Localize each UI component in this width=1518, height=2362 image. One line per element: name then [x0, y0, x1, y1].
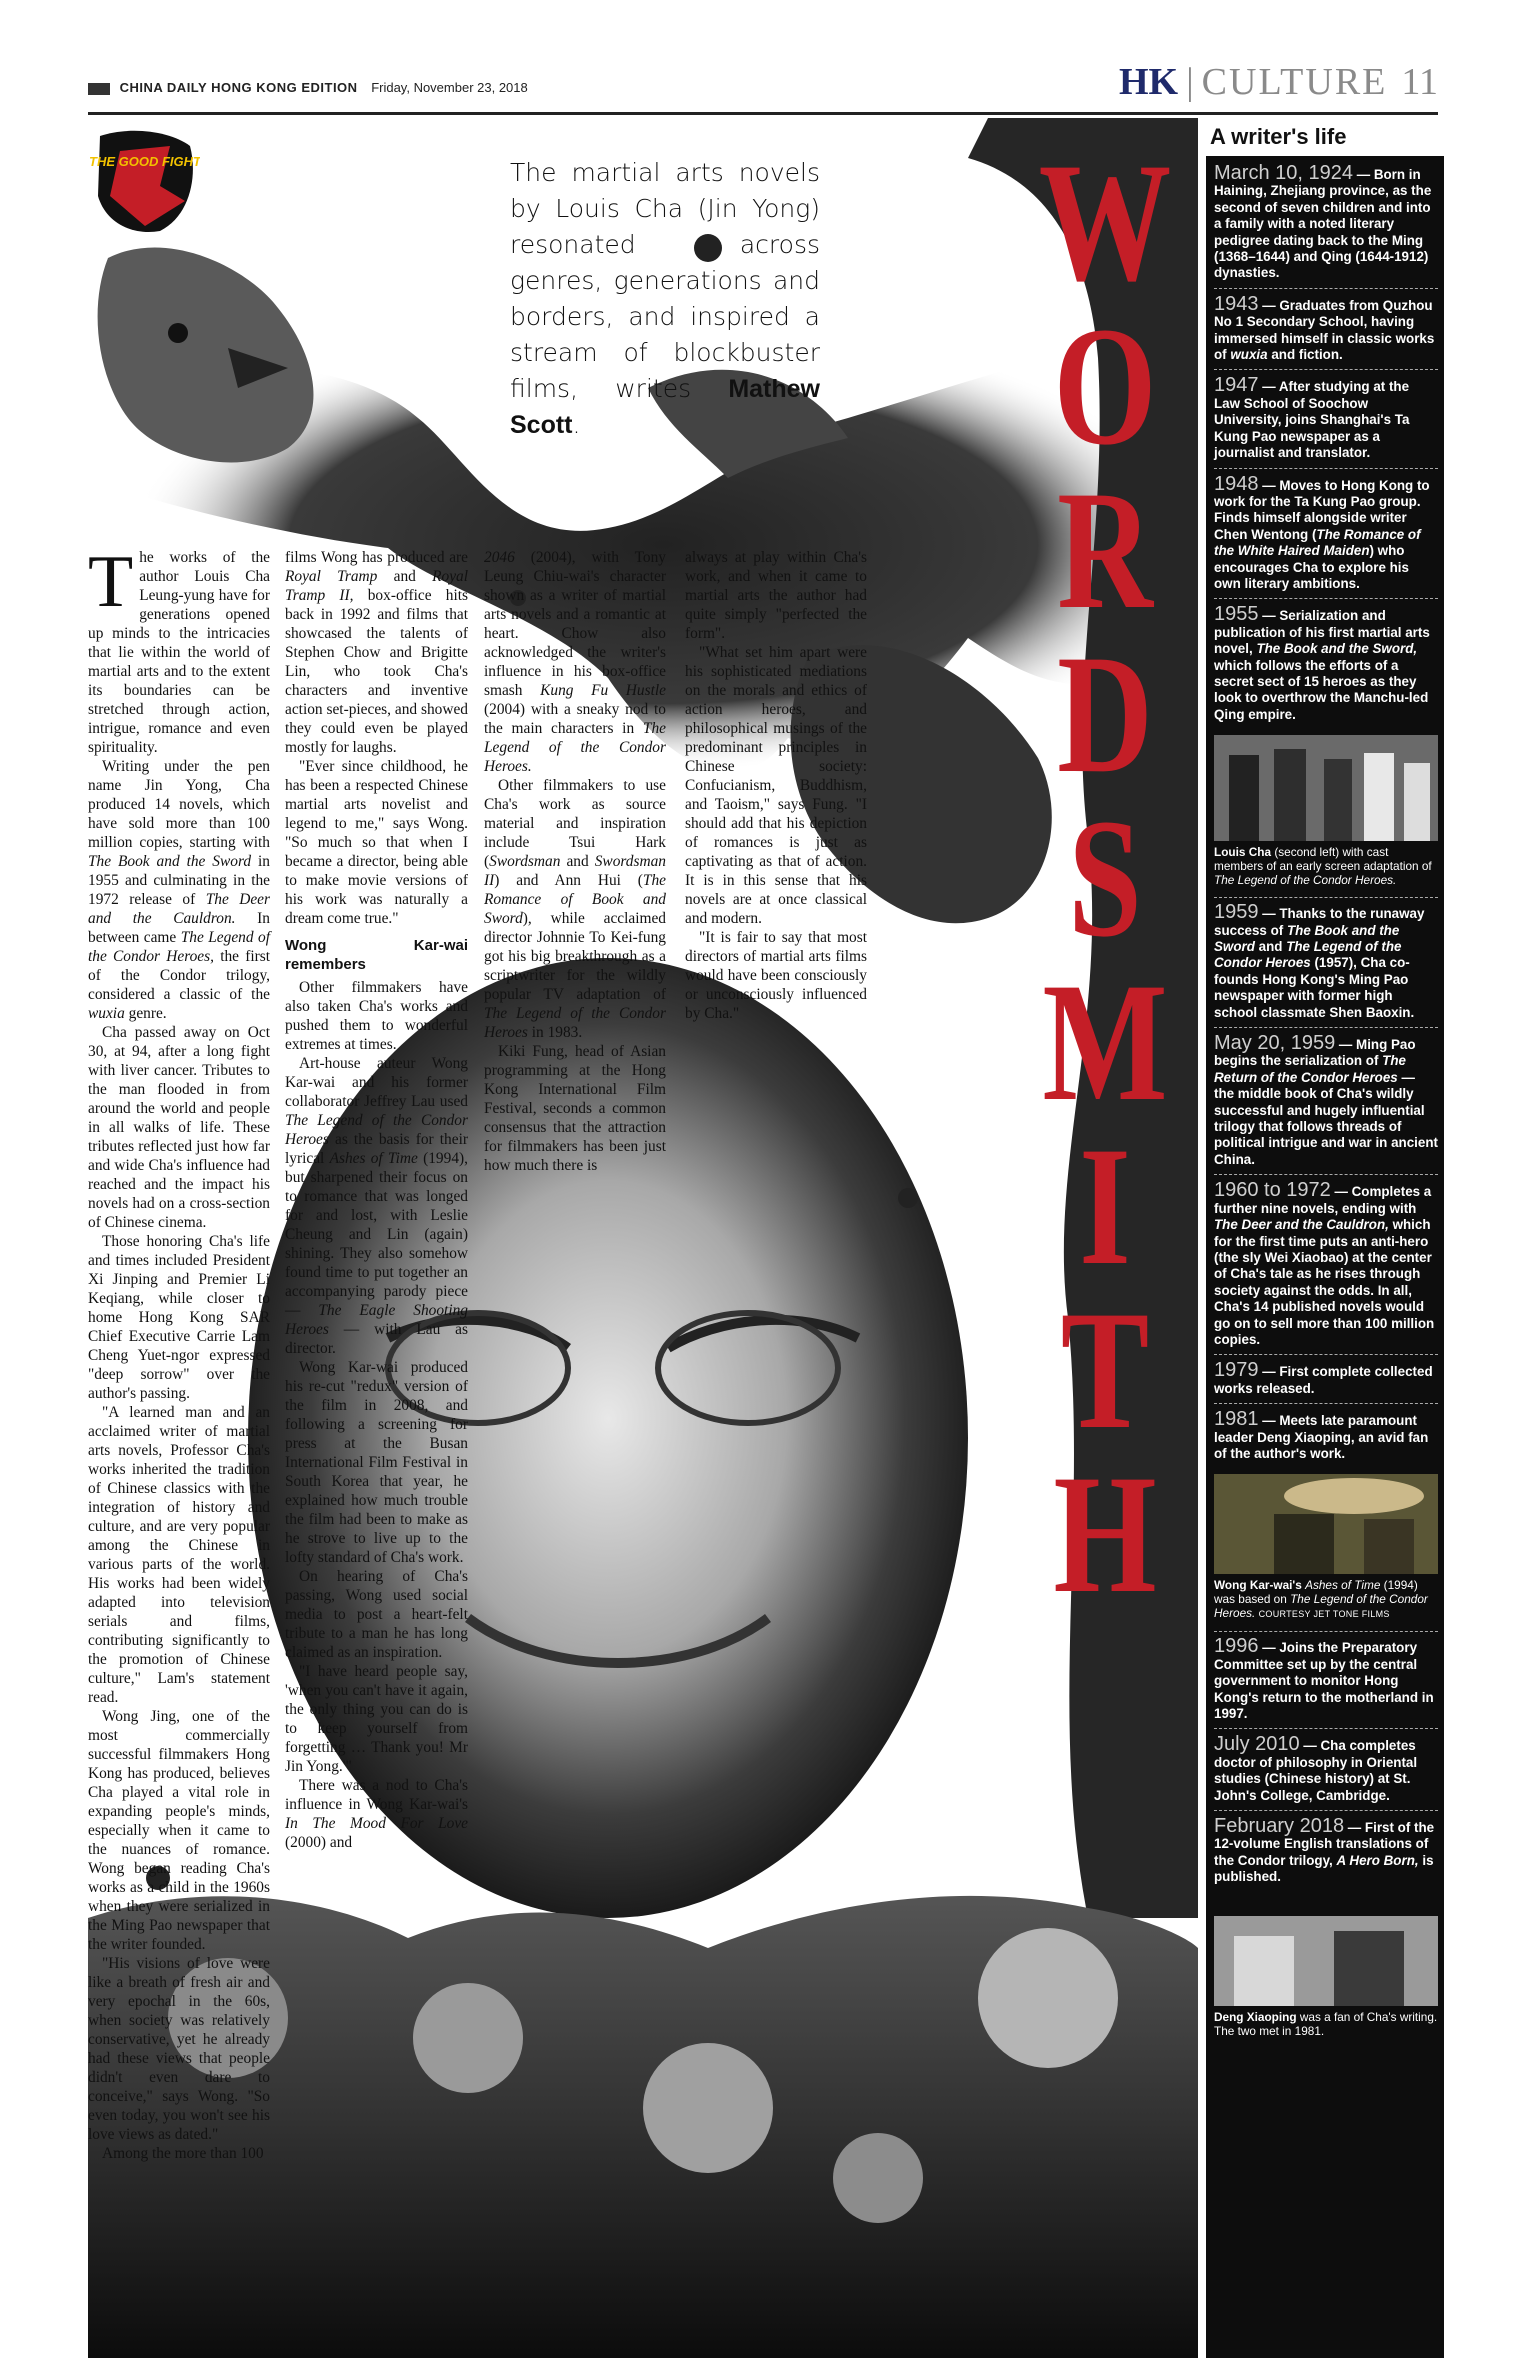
entry-italic: A Hero Born, [1336, 1852, 1419, 1868]
caption-text: (1994) was based on [1214, 1578, 1418, 1607]
paragraph: "His visions of love were like a breath of fresh air and very epochal in the 60s, when society was relatively conservative, yet he already had these views that people didn't even dare to conceive," says Wong. "So even today, you won't see his love views as dated." [88, 1955, 270, 2143]
entry-text: Serialization and publication of his first martial arts novel, [1214, 608, 1430, 657]
film-title: Swordsman II [484, 853, 666, 889]
badge-text-top: THE GOOD FIGHT [90, 154, 200, 169]
entry-italic: The Book and the Sword [1214, 922, 1400, 954]
text: films Wong has produced are [285, 549, 468, 566]
page-number: 11 [1401, 61, 1438, 103]
film-title: Royal Tramp [285, 568, 378, 585]
entry-date: 1996 [1214, 1635, 1259, 1658]
text: in 1983. [531, 1024, 583, 1041]
caption-bold: Deng Xiaoping [1214, 2009, 1297, 2024]
film-title: 2046 [484, 549, 515, 566]
drop-cap: T [88, 541, 134, 623]
subhead: Wong Kar-wai remembers [285, 937, 468, 973]
section-name: CULTURE [1201, 61, 1388, 103]
photo-deng-xiaoping [1214, 1916, 1438, 2006]
film-title: The Romance of Book and Sword [484, 872, 666, 927]
entry-text: Cha completes doctor of philosophy in Oriental studies (Chinese history) at St. John's College, Cambridge. [1214, 1738, 1418, 1803]
book-title: The Legend of the Condor Heroes. [484, 720, 666, 775]
book-title: The Legend of the Condor Heroes, [88, 929, 270, 965]
article-column-2 [285, 548, 468, 1852]
text: (1994), but sharpened their focus on to romance that was longed for and lost, with Leslie Cheung and Lin (again) shining. They also somehow found time to put together an accompanying parody piece — [285, 1150, 468, 1319]
timeline-entry: 1943 — Graduates from Quzhou No 1 Secondary School, having immersed himself in classic works of wuxia and fiction. [1214, 293, 1438, 371]
masthead-rule [88, 112, 1438, 115]
film-title: Swordsman [489, 853, 561, 870]
timeline-entry: May 20, 1959 — Ming Pao begins the serialization of The Return of the Condor Heroes — the middle book of Cha's wildly successful and hugely influential trilogy that follows threads of political intrigue and war in ancient China. [1214, 1032, 1438, 1175]
entry-text: After studying at the Law School of Soochow University, joins Shanghai's Ta Kung Pao newspaper as a journalist and translator. [1214, 379, 1410, 461]
timeline-entry: 1955 — Serialization and publication of his first martial arts novel, The Book and the Sword, which follows the efforts of a secret sect of 15 heroes as they look to overthrow the Manchu-led Qing empire. [1214, 603, 1430, 722]
paragraph: Those honoring Cha's life and times included President Xi Jinping and Premier Li Keqiang, while closer to home Hong Kong SAR Chief Executive Carrie Lam Cheng Yuet-ngor expressed "deep sorrow" over the author's passing. [88, 1233, 270, 1402]
eagle-eye [168, 323, 188, 343]
entry-italic: The Return of the Condor Heroes [1214, 1053, 1406, 1085]
timeline-entry: February 2018 — First of the 12-volume English translations of the Condor trilogy, A Hero Born, is published. [1214, 1815, 1435, 1885]
paragraph: Wong Jing, one of the most commercially successful filmmakers Hong Kong has produced, believes Cha played a vital role in expanding people's minds, especially when it came to the nuances of romance. Wong began reading Cha's works as a child in the 1960s when they were serialized in the Ming Pao newspaper that the writer founded. [88, 1708, 270, 1953]
paragraph: Kiki Fung, head of Asian programming at the Hong Kong International Film Festival, seconds a common consensus that the attraction for filmmakers has been just how much there is [484, 1043, 666, 1174]
text: There was a nod to Cha's influence in Wong Kar-wai's [285, 1777, 468, 1813]
headline-letter: S [1068, 784, 1142, 972]
entry-text: Completes a further nine novels, ending with [1214, 1184, 1432, 1216]
photo-ashes-of-time [1214, 1474, 1438, 1574]
section-hk: HK [1118, 61, 1179, 103]
section-header [1119, 60, 1438, 104]
headline-letter: R [1057, 456, 1153, 644]
entry-text: is published. [1214, 1852, 1434, 1885]
photo-caption [1214, 845, 1438, 887]
actor-face-3 [643, 2043, 773, 2173]
headline-letter: H [1053, 1440, 1157, 1628]
photo-image [1214, 1916, 1438, 2006]
book-title: The Legend of the Condor Heroes [285, 1112, 468, 1148]
entry-text: Thanks to the runaway success of [1214, 906, 1425, 938]
film-title: Royal Tramp II, [285, 568, 468, 604]
book-title: The Deer and the Cauldron. [88, 891, 270, 927]
entry-italic: The Legend of the Condor Heroes [1214, 939, 1402, 971]
actor-face-5 [833, 2133, 923, 2223]
text: Writing under the pen name Jin Yong, Cha produced 14 novels, which have sold more than 100 million copies, starting with [88, 758, 270, 851]
paragraph: Cha passed away on Oct 30, at 94, after a long fight with liver cancer. Tributes to the man flooded in from around the world and people in all walks of life. These tributes reflected just how far and wide Cha's influence had reached and the impact his novels had on a cross-section of Chinese cinema. [88, 1024, 270, 1231]
timeline-entry: 1960 to 1972 — Completes a further nine novels, ending with The Deer and the Cauldron, which for the first time puts an anti-hero (the sly Wei Xiaobao) at the center of Cha's tale as he rises through society against the odds. In all, Cha's 14 published novels would go on to sell more than 100 million copies. [1214, 1179, 1438, 1355]
entry-date: March 10, 1924 [1214, 162, 1353, 184]
china-daily-logo-icon [88, 83, 110, 95]
text: — with Lau as director. [285, 1321, 468, 1357]
article-deck [510, 155, 820, 443]
genre-term: wuxia [88, 1005, 125, 1022]
photo-caption [1214, 2010, 1438, 2038]
headline-letter: O [1053, 292, 1157, 480]
headline-letter: T [1060, 1276, 1150, 1464]
book-title: The Book and the Sword [88, 853, 252, 870]
film-title: In The Mood For Love [285, 1815, 468, 1832]
timeline-entry: 1948 — Moves to Hong Kong to work for the Ta Kung Pao group. Finds himself alongside writer Chen Wentong (The Romance of the White Haired Maiden) who encourages Cha to explore his own literary ambitions. [1214, 473, 1438, 600]
timeline-entries [1214, 162, 1438, 2048]
entry-text: Born in Haining, Zhejiang province, as the second of seven children and into a family with a noted literary pedigree dating back to the Ming (1368–1644) and Qing (1644-1912) dynasties. [1214, 167, 1432, 281]
text: (2004) with a sneaky nod to the main characters in [484, 701, 666, 737]
entry-text: which follows the efforts of a secret sect of 15 heroes as they look to overthrow the Manchu-led Qing empire. [1214, 657, 1429, 722]
film-title: Ashes of Time [329, 1150, 418, 1167]
headline-letter: I [1079, 1112, 1131, 1300]
entry-text: and [1258, 939, 1283, 954]
timeline-entry: 1981 — Meets late paramount leader Deng Xiaoping, an avid fan of the author's work. [1214, 1408, 1429, 1461]
entry-date: 1979 [1214, 1359, 1259, 1382]
entry-date: 1960 to 1972 [1214, 1179, 1331, 1202]
timeline-entry: 1979 — First complete collected works released. [1214, 1359, 1438, 1404]
photo-louis-cha-cast [1214, 735, 1438, 841]
entry-date: May 20, 1959 [1214, 1032, 1336, 1055]
section-separator: | [1186, 61, 1194, 103]
entry-text: Moves to Hong Kong to work for the Ta Kung Pao group. Finds himself alongside writer Chen Wentong ( [1214, 477, 1430, 542]
paragraph: "It is fair to say that most directors of martial arts films would have been consciously or unconsciously influenced by Cha." [685, 929, 867, 1022]
caption-bold: Louis Cha [1214, 845, 1272, 860]
caption-text: was a fan of Cha's writing. The two met in 1981. [1214, 2009, 1438, 2038]
entry-date: 1948 [1214, 472, 1259, 495]
masthead-left [88, 80, 528, 95]
entry-text: ) who encourages Cha to explore his own literary ambitions. [1214, 543, 1409, 591]
caption-italic: The Legend of the Condor Heroes. [1214, 1592, 1428, 1621]
entry-italic: The Deer and the Cauldron, [1214, 1217, 1389, 1233]
the-good-fight-badge [90, 126, 200, 238]
text: and [393, 568, 416, 585]
paragraph: "A learned man and an acclaimed writer of martial arts novels, Professor Cha's works inherited the tradition of Chinese classics with the integration of history and culture, and are very popular among the Chinese in various parts of the world. His works had been widely adapted into television serials and films, contributing significantly to the promotion of Chinese culture," Lam's statement read. [88, 1404, 270, 1706]
entry-text: First complete collected works released. [1214, 1364, 1433, 1396]
photo-image [1214, 1474, 1438, 1574]
paragraph-text: he works of the author Louis Cha Leung-yung have for generations opened up minds to the intricacies that lie within the world of martial arts and to the extent its boundaries can be stretched through action, intrigue, romance and even spirituality. [88, 549, 270, 756]
paragraph [285, 1054, 468, 1358]
text: In between came [88, 910, 270, 946]
paragraph [285, 1776, 468, 1852]
headline-letter: D [1057, 620, 1153, 808]
entry-text: Graduates from Quzhou No 1 Secondary School, having immersed himself in classic works of [1214, 297, 1435, 363]
deck-end: . [572, 410, 581, 439]
paragraph: always at play within Cha's work, and when it came to martial arts the author had quite simply "perfected the form". [685, 549, 867, 642]
entry-text: — the middle book of Cha's wildly successful and hugely influential trilogy that follows threads of political intrigue and war in ancient China. [1214, 1069, 1438, 1167]
timeline-entry: March 10, 1924 — Born in Haining, Zhejiang province, as the second of seven children and into a family with a noted literary pedigree dating back to the Ming (1368–1644) and Qing (1644-1912) dynasties. [1214, 162, 1438, 289]
timeline-entry: 1959 — Thanks to the runaway success of The Book and the Sword and The Legend of the Condor Heroes (1957), Cha co-founds Hong Kong's Ming Pao newspaper with former high school classmate Shen Baoxin. [1214, 897, 1438, 1028]
book-title: The Legend of the Condor Heroes [484, 1005, 666, 1041]
paragraph [484, 548, 666, 776]
photo-caption [1214, 1578, 1438, 1621]
caption-bold: Wong Kar-wai's [1214, 1578, 1302, 1593]
text: the first of the Condor trilogy, considered a classic of the [88, 948, 270, 1003]
photo-credit: COURTESY JET TONE FILMS [1258, 1609, 1390, 1620]
headline-letter: W [1038, 128, 1172, 316]
entry-text: Joins the Preparatory Committee set up by the central government to monitor Hong Kong's return to the motherland in 1997. [1214, 1640, 1434, 1721]
entry-italic: The Book and the Sword, [1256, 641, 1418, 657]
paragraph: "What set him apart were his sophisticated mediations on the morals and ethics of action heroes, and philosophical musings of the predominant principles in Chinese society: Confucianism, Buddhism, and Taoism," says Fung. "I should add that his depiction of romances is just as captivating as that of action. It is in this sense that his novels are at once classical and modern. [685, 644, 867, 927]
eagle-head-shape [98, 248, 314, 463]
article-column-3 [484, 548, 666, 1175]
entry-date: February 2018 [1214, 1815, 1345, 1838]
entry-date: 1959 [1214, 901, 1259, 924]
timeline-entry: July 2010 — Cha completes doctor of philosophy in Oriental studies (Chinese history) at St. John's College, Cambridge. [1214, 1733, 1438, 1811]
paragraph [88, 757, 270, 1023]
masthead [0, 0, 1518, 110]
caption-italic: Ashes of Time [1305, 1578, 1381, 1593]
paper-name: CHINA DAILY HONG KONG EDITION [119, 80, 358, 95]
actor-face-2 [413, 1983, 523, 2093]
entry-italic: The Romance of the White Haired Maiden [1214, 526, 1421, 559]
paragraph [285, 548, 468, 757]
paragraph: Wong Kar-wai produced his re-cut "redux" version of the film in 2008, and following a screening for press at the Busan International Film Festival in South Korea that year, he explained how much trouble the film had been to make as he strove to live up to the lofty standard of Cha's work. [285, 1359, 468, 1566]
timeline-entry: 1947 — After studying at the Law School of Soochow University, joins Shanghai's Ta Kung Pao newspaper as a journalist and translator. [1214, 374, 1438, 468]
entry-date: 1947 [1214, 374, 1259, 397]
text: in 1955 and culminating in the 1972 release of [88, 853, 270, 908]
text: genre. [128, 1005, 167, 1022]
headline-wordsmith [1038, 128, 1172, 1628]
paragraph [88, 541, 270, 757]
text: Other filmmakers to use Cha's work as source material and inspiration include Tsui Hark ( [484, 777, 666, 870]
article-column-4 [685, 548, 867, 1023]
film-title: Kung Fu Hustle [540, 682, 666, 699]
badge-icon [90, 126, 200, 238]
ink-spot [898, 1188, 918, 1208]
paragraph [484, 776, 666, 1042]
actor-face-4 [978, 1928, 1118, 2068]
deck-text: The martial arts novels by Louis Cha (Jin Yong) resonated across genres, generations and borders, and inspired a stream of blockbuster films, writes [510, 158, 820, 403]
article-column-1 [88, 541, 270, 2163]
entry-text: First of the 12-volume English translations of the Condor trilogy, [1214, 1820, 1435, 1868]
paragraph: "I have heard people say, 'when you can't have it again, the only thing you can do is to keep yourself from forgetting … Thank you! Mr Jin Yong.'" [285, 1663, 468, 1775]
paragraph: Other filmmakers have also taken Cha's works and pushed them to wonderful extremes at times. [285, 979, 468, 1053]
text: ), while acclaimed director Johnnie To Kei-fung got his big breakthrough as a scriptwriter for the wildly popular TV adaptation of [484, 910, 666, 1003]
entry-text: Ming Pao begins the serialization of [1214, 1037, 1416, 1069]
entry-date: 1955 [1214, 603, 1259, 626]
text: Art-house auteur Wong Kar-wai and his former collaborator Jeffrey Lau used [285, 1055, 468, 1110]
deck-author: Mathew Scott [510, 375, 821, 439]
timeline-entry: 1996 — Joins the Preparatory Committee set up by the central government to monitor Hong Kong's return to the motherland in 1997. [1214, 1631, 1438, 1729]
entry-text: (1957), Cha co-founds Hong Kong's Ming Pao newspaper with former high school classmate Shen Baoxin. [1214, 955, 1415, 1020]
entry-text: which for the first time puts an anti-hero (the sly Wei Xiaobao) at the center of Cha's tale as he rises through society against the odds. In all, Cha's 14 published novels would go on to sell more than 100 million copies. [1214, 1217, 1435, 1347]
caption-italic: The Legend of the Condor Heroes. [1214, 873, 1397, 888]
paragraph: Among the more than 100 [102, 2145, 264, 2162]
caption-text: (second left) with cast members of an early screen adaptation of [1214, 845, 1432, 874]
entry-text: and fiction. [1271, 347, 1343, 363]
paragraph: "Ever since childhood, he has been a respected Chinese martial arts novelist and legend to me," says Wong. "So much so that when I became a director, being able to make movie versions of his work was naturally a dream come true." [285, 758, 468, 927]
photo-image [1214, 735, 1438, 841]
timeline-sidebar [1206, 118, 1444, 2358]
headline-letter: M [1042, 948, 1168, 1136]
entry-date: 1943 [1214, 292, 1259, 315]
sidebar-title: A writer's life [1206, 118, 1444, 156]
issue-date: Friday, November 23, 2018 [371, 80, 528, 95]
text: and [566, 853, 589, 870]
entry-text: Meets late paramount leader Deng Xiaoping, an avid fan of the author's work. [1214, 1413, 1429, 1461]
text: ) and Ann Hui ( [494, 872, 643, 889]
entry-italic: wuxia [1230, 347, 1268, 363]
text: box-office hits back in 1992 and films that showcased the talents of Stephen Chow and Brigitte Lin, who took Cha's characters and inventive action set-pieces, and showed they could even be played mostly for laughs. [285, 587, 468, 756]
paragraph: On hearing of Cha's passing, Wong used social media to post a heart-felt tribute to a man he has long claimed as an inspiration. [285, 1568, 468, 1661]
text: as the basis for their lyrical [285, 1131, 468, 1167]
text: (2000) and [285, 1834, 353, 1851]
entry-date: 1981 [1214, 1408, 1259, 1431]
text: (2004), with Tony Leung Chiu-wai's character shown as a writer of martial arts novels and a romantic at heart. Chow also acknowledged the writer's influence in his box-office smash [484, 549, 666, 699]
film-title: The Eagle Shooting Heroes [285, 1302, 468, 1338]
entry-date: July 2010 [1214, 1733, 1300, 1756]
